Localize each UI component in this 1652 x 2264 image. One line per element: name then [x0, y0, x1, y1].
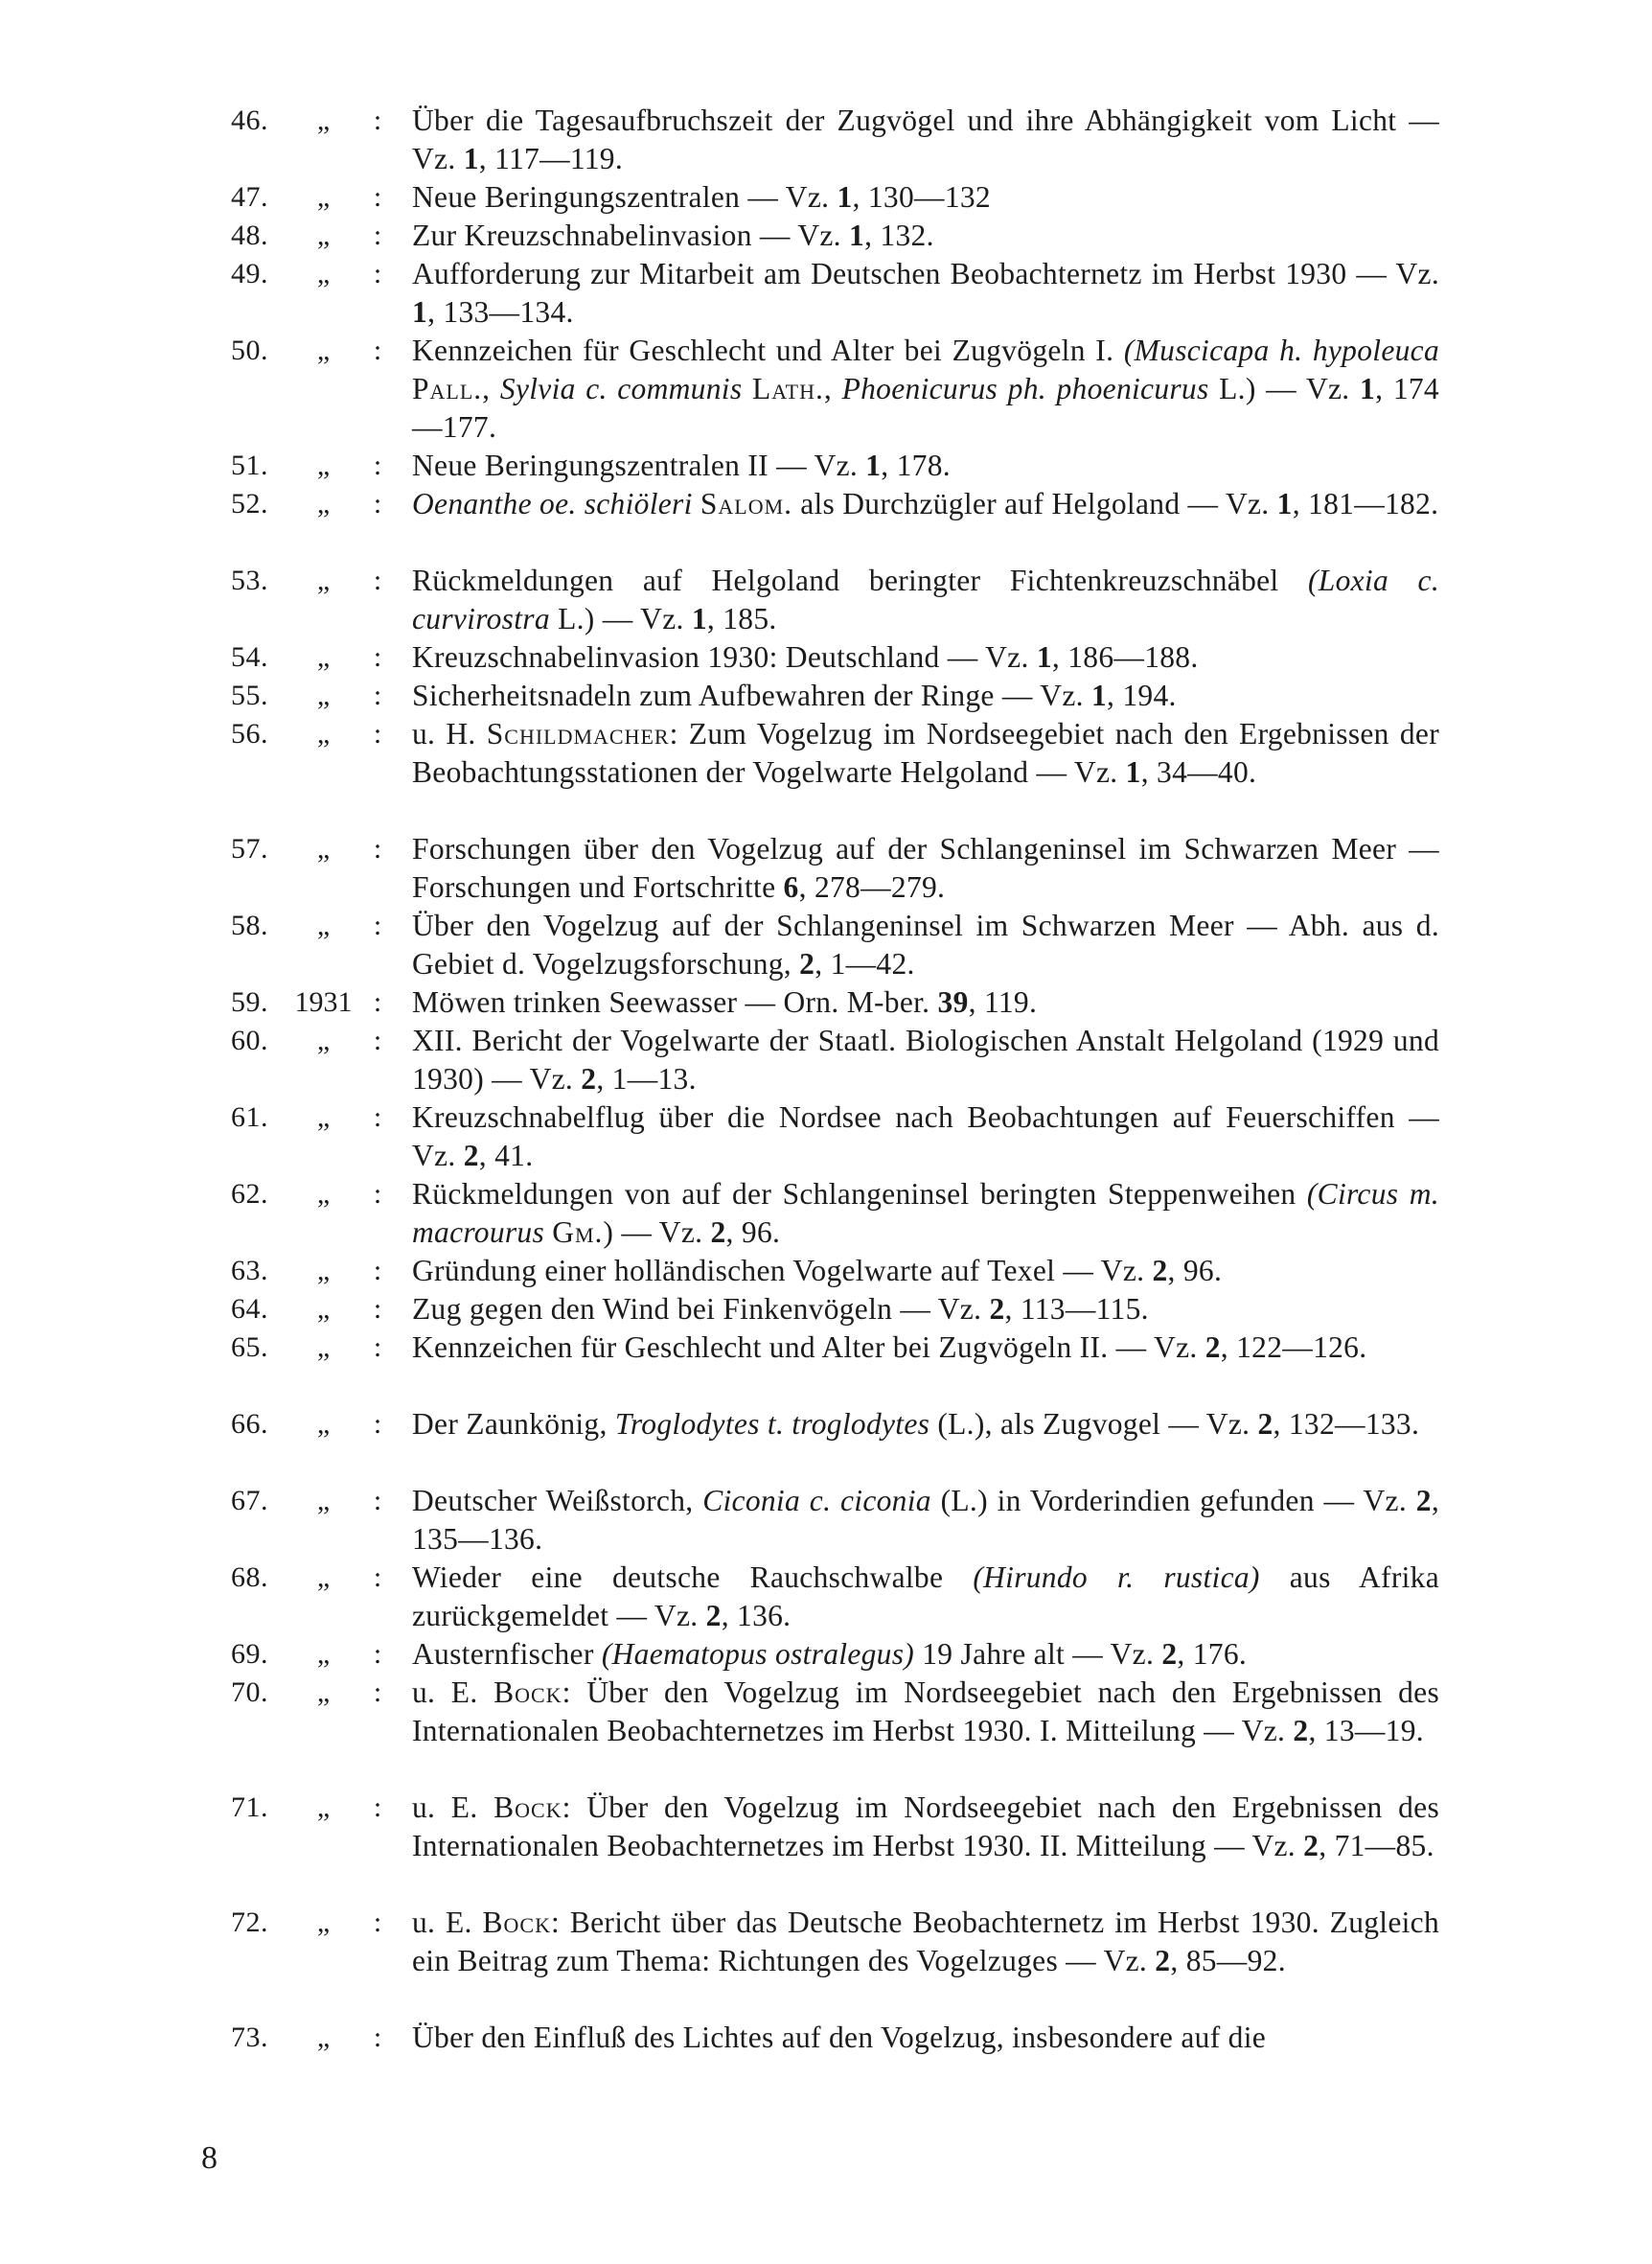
entry-number: 50.	[231, 335, 268, 366]
entry-year: „	[316, 1408, 331, 1440]
entry-separator: :	[373, 718, 382, 750]
entry-separator: :	[373, 450, 382, 481]
volume-number: 39	[937, 985, 969, 1019]
entry-text-run: Möwen trinken Seewasser — Orn. M-ber.	[412, 985, 938, 1019]
entry-number: 53.	[231, 565, 268, 596]
volume-number: 2	[1161, 1637, 1178, 1671]
entry-year: „	[316, 104, 331, 136]
entry-year: „	[316, 181, 331, 213]
species-name: Oenanthe oe. schiöleri	[412, 487, 693, 520]
volume-number: 1	[463, 142, 479, 175]
entry-year: „	[316, 1101, 331, 1133]
entry-text-run: Über die Tagesaufbruchszeit der Zugvögel und ihre Abhängigkeit vom Licht — Vz.	[412, 104, 1439, 175]
entry-text-run: , 181—182.	[1292, 487, 1439, 520]
entry-text	[412, 2019, 1439, 2057]
volume-number: 2	[989, 1292, 1005, 1326]
entry-text-run: , 185.	[706, 602, 777, 635]
entry-number: 47.	[231, 181, 268, 213]
volume-number: 1	[1276, 487, 1293, 520]
entry-number: 65.	[231, 1331, 268, 1363]
entry-separator: :	[373, 1408, 382, 1440]
entry-separator: :	[373, 258, 382, 289]
entry-text	[412, 332, 1439, 447]
entry-separator: :	[373, 641, 382, 673]
entry-text-run: Über den Vogelzug auf der Schlangeninsel im Schwarzen Meer — Abh. aus d. Gebiet d. Vogelzugsforschung,	[412, 909, 1439, 981]
entry-text-run: aus Afrika zurückgemeldet — Vz.	[412, 1560, 1439, 1632]
entry-text-run: Deutscher Weißstorch,	[412, 1484, 703, 1517]
volume-number: 2	[1257, 1407, 1273, 1441]
entry-text-run	[742, 372, 752, 405]
entry-separator: :	[373, 910, 382, 941]
entry-text	[412, 830, 1439, 907]
entry-text-run: Zug gegen den Wind bei Finkenvögeln — Vz.	[412, 1292, 990, 1326]
volume-number: 1	[1360, 372, 1376, 405]
entry-separator: :	[373, 680, 382, 711]
volume-number: 2	[799, 947, 815, 981]
entry-year: „	[316, 488, 331, 520]
volume-number: 2	[705, 1599, 722, 1632]
entry-number: 64.	[231, 1293, 268, 1325]
volume-number: 1	[691, 602, 707, 635]
entry-text-run: , 96.	[1167, 1254, 1223, 1287]
entry-text-run: Neue Beringungszentralen II — Vz.	[412, 449, 866, 482]
entry-text-run: , 113—115.	[1004, 1292, 1149, 1326]
species-name: Sylvia c. communis	[499, 372, 743, 405]
entry-number: 54.	[231, 641, 268, 673]
author-name: Schildmacher	[486, 717, 670, 751]
volume-number: 1	[849, 219, 865, 252]
entry-text-run: , 135—136.	[412, 1484, 1440, 1556]
entry-text-run: Kreuzschnabelflug über die Nordsee nach Beobachtungen auf Feuerschiffen — Vz.	[412, 1100, 1439, 1172]
entry-text	[412, 102, 1439, 178]
entry-text-run: , 96.	[725, 1215, 781, 1249]
entry-year: „	[316, 910, 331, 941]
entry-text	[412, 1022, 1439, 1098]
entry-text-run: Der Zaunkönig,	[412, 1407, 615, 1441]
volume-number: 2	[1293, 1714, 1309, 1747]
entry-separator: :	[373, 1293, 382, 1325]
species-name: Ciconia c. ciconia	[702, 1484, 931, 1517]
entry-text	[412, 255, 1439, 332]
entry-text-run: , 136.	[721, 1599, 792, 1632]
species-name: Troglodytes t. troglodytes	[614, 1407, 930, 1441]
author-name: Salom.	[700, 487, 793, 520]
author-name: Bock	[482, 1906, 551, 1939]
entry-text-run: 19 Jahre alt — Vz.	[914, 1637, 1162, 1671]
entry-year: „	[316, 450, 331, 481]
entry-year: „	[316, 641, 331, 673]
entry-text-run: , 71—85.	[1319, 1829, 1434, 1862]
entry-text	[412, 447, 1439, 485]
entry-number: 60.	[231, 1025, 268, 1056]
entry-text-run: , 132.	[864, 219, 934, 252]
entry-separator: :	[373, 1906, 382, 1938]
entry-text-run: Austernfischer	[412, 1637, 602, 1671]
entry-number: 73.	[231, 2021, 268, 2053]
species-name: (Loxia c. curvirostra	[412, 564, 1439, 635]
entry-text-run: Kennzeichen für Geschlecht und Alter bei Zugvögeln I.	[412, 334, 1124, 367]
entry-number: 56.	[231, 718, 268, 750]
entry-text	[412, 1482, 1439, 1559]
entry-text-run: : Über den Vogelzug im Nordseegebiet nach den Ergebnissen des Internationalen Beobachternetzes im Herbst 1930. II. Mitteilung — Vz.	[412, 1790, 1440, 1862]
entry-year: „	[316, 258, 331, 289]
entry-number: 51.	[231, 450, 268, 481]
volume-number: 1	[837, 180, 853, 214]
entry-separator: :	[373, 1101, 382, 1133]
entry-number: 69.	[231, 1638, 268, 1670]
entry-number: 52.	[231, 488, 268, 520]
species-name: (Circus m. macrourus	[412, 1177, 1439, 1249]
volume-number: 2	[463, 1139, 479, 1172]
entry-text-run: , 119.	[968, 985, 1038, 1019]
entry-separator: :	[373, 335, 382, 366]
entry-text	[412, 1098, 1439, 1175]
entry-text-run: , 130—132	[852, 180, 991, 214]
entry-text-run: u. H.	[412, 717, 487, 751]
volume-number: 6	[783, 870, 799, 904]
volume-number: 1	[1090, 679, 1108, 712]
entry-text-run: , 122—126.	[1220, 1330, 1367, 1364]
author-name: Bock	[493, 1790, 562, 1824]
author-name: Gm.	[552, 1215, 604, 1249]
entry-separator: :	[373, 2021, 382, 2053]
entry-year: „	[316, 1025, 331, 1056]
entry-text	[412, 1328, 1439, 1367]
entry-text-run: Rückmeldungen von auf der Schlangeninsel beringten Steppenweihen	[412, 1177, 1307, 1211]
entry-separator: :	[373, 219, 382, 251]
entry-number: 58.	[231, 910, 268, 941]
entry-text-run: , 186—188.	[1051, 640, 1199, 674]
entry-text-run: Aufforderung zur Mitarbeit am Deutschen Beobachternetz im Herbst 1930 — Vz.	[412, 257, 1439, 290]
entry-text-run: , 278—279.	[798, 870, 946, 904]
entry-separator: :	[373, 1638, 382, 1670]
entry-separator: :	[373, 488, 382, 520]
volume-number: 2	[1155, 1944, 1171, 1977]
entry-number: 57.	[231, 833, 268, 865]
entry-year: „	[316, 1331, 331, 1363]
entry-number: 49.	[231, 258, 268, 289]
entry-text-run: XII. Bericht der Vogelwarte der Staatl. Biologischen Anstalt Helgoland (1929 und 1930) — Vz.	[412, 1024, 1439, 1096]
entry-separator: :	[373, 1255, 382, 1286]
entry-text	[412, 677, 1439, 715]
entry-text-run: , 41.	[478, 1139, 534, 1172]
entry-text-run: , 13—19.	[1308, 1714, 1424, 1747]
entry-text	[412, 1789, 1439, 1865]
entry-year: „	[316, 1293, 331, 1325]
entry-text	[412, 907, 1439, 983]
entry-separator: :	[373, 1791, 382, 1823]
entry-text-run: ,	[823, 372, 842, 405]
entry-text-run: u. E.	[412, 1675, 494, 1709]
entry-text-run: Neue Beringungszentralen — Vz.	[412, 180, 837, 214]
entry-text	[412, 1559, 1439, 1635]
entry-text-run: , 85—92.	[1170, 1944, 1286, 1977]
entry-text-run: , 174—177.	[412, 372, 1439, 444]
entry-number: 67.	[231, 1485, 268, 1516]
entry-separator: :	[373, 1676, 382, 1708]
entry-text-run: , 133—134.	[427, 295, 574, 329]
entry-separator: :	[373, 1331, 382, 1363]
entry-number: 61.	[231, 1101, 268, 1133]
entry-text-run: Über den Einfluß des Lichtes auf den Vogelzug, insbesondere auf die	[412, 2021, 1267, 2054]
entry-number: 46.	[231, 104, 268, 136]
entry-year: „	[316, 833, 331, 865]
volume-number: 1	[412, 295, 428, 329]
entry-year: „	[316, 1178, 331, 1210]
volume-number: 2	[1415, 1484, 1432, 1517]
entry-text-run: Sicherheitsnadeln zum Aufbewahren der Ringe — Vz.	[412, 679, 1091, 712]
entry-year: „	[316, 1638, 331, 1670]
entry-text-run: L.) — Vz.	[1208, 372, 1361, 405]
entry-text	[412, 715, 1439, 792]
entry-text-run: , 194.	[1107, 679, 1177, 712]
entry-separator: :	[373, 104, 382, 136]
entry-text-run: u. E.	[412, 1906, 483, 1939]
entry-text	[412, 1290, 1439, 1328]
entry-year: „	[316, 680, 331, 711]
entry-separator: :	[373, 833, 382, 865]
author-name: Pall.	[412, 372, 483, 405]
entry-text	[412, 485, 1439, 523]
species-name: (Haematopus ostralegus)	[601, 1637, 915, 1671]
entry-number: 59.	[231, 986, 268, 1018]
page-number: 8	[201, 2140, 218, 2176]
entry-text-run: Kreuzschnabelinvasion 1930: Deutschland — Vz.	[412, 640, 1037, 674]
entry-separator: :	[373, 181, 382, 213]
entry-text-run: , 176.	[1177, 1637, 1248, 1671]
volume-number: 2	[581, 1062, 597, 1096]
entry-year: „	[316, 2021, 331, 2053]
entry-text-run: ) — Vz.	[603, 1215, 711, 1249]
entry-year: „	[316, 1791, 331, 1823]
entry-number: 48.	[231, 219, 268, 251]
entry-year: 1931	[294, 986, 353, 1018]
species-name: (Muscicapa h. hypoleuca	[1123, 334, 1439, 367]
volume-number: 2	[1205, 1330, 1221, 1364]
entry-text-run: (L.), als Zugvogel — Vz.	[929, 1407, 1258, 1441]
entry-text	[412, 1674, 1439, 1750]
entry-text	[412, 1904, 1439, 1980]
entry-text-run: L.) — Vz.	[549, 602, 692, 635]
entry-year: „	[316, 1561, 331, 1593]
entry-number: 62.	[231, 1178, 268, 1210]
entry-text-run: , 1—13.	[596, 1062, 697, 1096]
entry-text-run: , 117—119.	[478, 142, 624, 175]
entry-year: „	[316, 1255, 331, 1286]
volume-number: 2	[710, 1215, 726, 1249]
entry-text-run	[693, 487, 700, 520]
entry-text-run: , 178.	[881, 449, 951, 482]
entry-year: „	[316, 565, 331, 596]
entry-text-run: , 34—40.	[1140, 755, 1257, 789]
entry-text	[412, 1635, 1439, 1674]
entry-text	[412, 1252, 1439, 1290]
entry-text-run: Rückmeldungen auf Helgoland beringter Fichtenkreuzschnäbel	[412, 564, 1308, 597]
entry-separator: :	[373, 1178, 382, 1210]
volume-number: 2	[1152, 1254, 1168, 1287]
entry-text	[412, 638, 1439, 677]
entry-text-run: Kennzeichen für Geschlecht und Alter bei Zugvögeln II. — Vz.	[412, 1330, 1205, 1364]
entry-text-run: als Durchzügler auf Helgoland — Vz.	[792, 487, 1277, 520]
entry-number: 70.	[231, 1676, 268, 1708]
entry-text-run: (L.) in Vorderindien gefunden — Vz.	[930, 1484, 1416, 1517]
entry-text	[412, 178, 1439, 217]
author-name: Bock	[493, 1675, 562, 1709]
entry-separator: :	[373, 1025, 382, 1056]
entry-number: 71.	[231, 1791, 268, 1823]
entry-text-run: : Über den Vogelzug im Nordseegebiet nach den Ergebnissen des Internationalen Beobachternetzes im Herbst 1930. I. Mitteilung — Vz.	[412, 1675, 1440, 1747]
entry-number: 63.	[231, 1255, 268, 1286]
volume-number: 1	[1036, 640, 1052, 674]
species-name: Phoenicurus ph. phoenicurus	[841, 372, 1209, 405]
entry-text-run: Wieder eine deutsche Rauchschwalbe	[412, 1560, 974, 1594]
entry-separator: :	[373, 1561, 382, 1593]
entry-text	[412, 983, 1439, 1022]
entry-separator: :	[373, 1485, 382, 1516]
entry-number: 72.	[231, 1906, 268, 1938]
entry-text-run: Gründung einer holländischen Vogelwarte auf Texel — Vz.	[412, 1254, 1153, 1287]
entry-number: 68.	[231, 1561, 268, 1593]
entry-text-run: : Bericht über das Deutsche Beobachternetz im Herbst 1930. Zugleich ein Beitrag zum Thema: Richtungen des Vogelzuges — Vz.	[412, 1906, 1440, 1977]
entry-text-run: Forschungen über den Vogelzug auf der Schlangeninsel im Schwarzen Meer — Forschungen und Fortschritte	[412, 832, 1439, 904]
author-name: Lath.	[751, 372, 824, 405]
entry-separator: :	[373, 565, 382, 596]
entry-year: „	[316, 718, 331, 750]
entry-text	[412, 217, 1439, 255]
entry-text	[412, 562, 1439, 638]
entry-year: „	[316, 219, 331, 251]
entry-year: „	[316, 1906, 331, 1938]
entry-separator: :	[373, 986, 382, 1018]
entry-text-run: , 132—133.	[1273, 1407, 1420, 1441]
entry-year: „	[316, 1676, 331, 1708]
entry-number: 66.	[231, 1408, 268, 1440]
volume-number: 1	[1125, 755, 1141, 789]
species-name: (Hirundo r. rustica)	[973, 1560, 1260, 1594]
entry-text-run: ,	[482, 372, 500, 405]
entry-text-run: , 1—42.	[815, 947, 915, 981]
entry-text-run: Zur Kreuzschnabelinvasion — Vz.	[412, 219, 850, 252]
entry-text-run: u. E.	[412, 1790, 494, 1824]
entry-year: „	[316, 335, 331, 366]
volume-number: 1	[865, 449, 882, 482]
entry-text	[412, 1405, 1439, 1444]
entry-text	[412, 1175, 1439, 1252]
entry-text-run: : Zum Vogelzug im Nordseegebiet nach den Ergebnissen der Beobachtungsstationen der Vogelwarte Helgoland — Vz.	[412, 717, 1439, 789]
entry-number: 55.	[231, 680, 268, 711]
entry-text-run	[544, 1215, 552, 1249]
volume-number: 2	[1303, 1829, 1319, 1862]
entry-year: „	[316, 1485, 331, 1516]
